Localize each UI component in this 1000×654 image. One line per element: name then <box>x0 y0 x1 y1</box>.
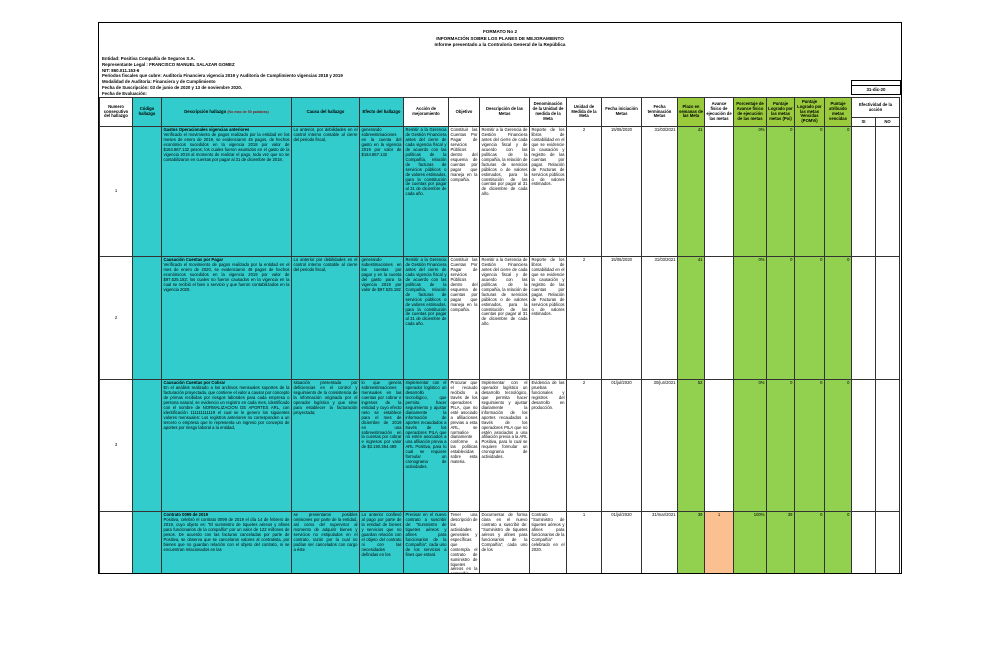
cell-denominacion: Evidencia de las pruebas funcionales y registros del desarrollo en producción. <box>530 380 567 512</box>
cell-numero: 3 <box>100 380 133 512</box>
cell-poi: 0 <box>767 380 795 512</box>
cell-denominacion: Reporte de los libros de contabilidad en el que se evidencie la causación y registro de las cuentas por pagar. Relación de Facturas de servicios públicos o de valores estimados. <box>530 127 567 257</box>
cell-pct: 100% <box>734 512 767 575</box>
entity-info-block <box>102 56 343 97</box>
hallazgo-title: Contrato 0099 de 2019 <box>163 512 208 517</box>
col-header-objetivo: Objetivo <box>449 98 480 127</box>
cell-denominacion: Contrato "Suministro de tiquetes aéreos y afines para funcionarios de la Compañía" celebrado en el 2020. <box>530 512 567 575</box>
cell-pomvi: 0 <box>795 127 825 257</box>
cell-descripcion <box>162 127 292 257</box>
cell-fecha-inicio: 15/06/2020 <box>602 127 642 257</box>
col-header-descripcion-label: Descripción hallazgo <box>184 108 227 114</box>
cell-pct: 0% <box>734 257 767 380</box>
col-header-denominacion: Denominación de la Unidad de medida de la Meta <box>530 98 567 127</box>
cell-codigo <box>133 512 162 575</box>
col-header-fecha-inicio: Fecha iniciación Metas <box>602 98 642 127</box>
col-header-accion: Acción de mejoramiento <box>404 98 449 127</box>
cell-efectividad-si <box>852 380 876 512</box>
cell-descripcion <box>162 257 292 380</box>
col-header-atrib: Puntaje atribuido metas vencidas <box>825 98 852 127</box>
col-header-descripcion-note: (No mas de 50 palabras) <box>227 109 269 114</box>
report-date: 31-dic-20 <box>866 87 886 92</box>
cell-fecha-fin: 31/mar/2021 <box>642 512 678 575</box>
cell-avance <box>705 257 734 380</box>
cell-codigo <box>133 380 162 512</box>
cell-fecha-fin: 31/03/2021 <box>642 127 678 257</box>
cell-objetivo: Procurar que el recaudo recibido a través de los operadores PILA, que no esté asociado a afiliaciones previas a esta ARL, se normalice diariamente conforme a las políticas establecidas sobre esta materia. <box>449 380 480 512</box>
cell-codigo <box>133 127 162 257</box>
info-modalidad: Modalidad de Auditoría: Financiera y de Cumplimiento <box>102 79 216 85</box>
cell-efectividad-si <box>852 127 876 257</box>
hallazgo-body: Positiva, celebró el contrato 0099 de 2019 el día 14 de febrero de 2019, cuyo objeto es: "El suministro de tiquetes aéreos y afines para funcionarios de la compañía" por un valor de 122 millones de pesos. De acuerdo con las facturas canceladas por parte de Positiva, se observa que se cancelaron valores al contratista, por bienes que no guardan relación con el objeto del contrato, ni se encuentran relacionados en las <box>163 516 290 552</box>
col-header-causa: Causa del hallazgo <box>292 98 360 127</box>
cell-atrib: 0 <box>825 127 852 257</box>
cell-avance <box>705 127 734 257</box>
cell-pct: 0% <box>734 127 767 257</box>
col-header-fecha-fin: Fecha terminación Metas <box>642 98 678 127</box>
cell-fecha-inicio: 01/jul/2020 <box>602 512 642 575</box>
cell-objetivo: Constituir las Cuentas Por Pagar de servicios Públicos dentro del esquema de cuentas por pagar que maneja en la compañía. <box>449 127 480 257</box>
cell-pct: 0% <box>734 380 767 512</box>
cell-efecto: generando sobreestimaciones en la cuenta del gasto en la vigencia 2019 por valor de $164.867.132 <box>360 127 404 257</box>
cell-avance <box>705 380 734 512</box>
form-subtitle: Informe presentado a la Contraloría General de la República <box>434 42 566 48</box>
improvement-plan-form <box>98 22 902 574</box>
cell-causa: Lo anterior, por debilidades en el control interno contable al cierre del periodo fiscal, <box>292 127 360 257</box>
cell-numero <box>100 512 133 575</box>
cell-unidad: 2 <box>567 380 602 512</box>
cell-accion: Remitir a la Gerencia de Gestión Financiera antes del cierre de cada vigencia fiscal y de acuerdo con las políticas de la Compañía, relación de facturas de servicios públicos o de valores estimados, para la constitución de cuentas por pagar al 31 de diciembre de cada año. <box>404 257 449 380</box>
cell-unidad: 2 <box>567 127 602 257</box>
hallazgo-body: Verificado el movimiento de pagos realizado por la entidad en el mes de enero de 2020, se evidenciaron 49 pagos de hechos económicos sucedidos en la vigencia 2019 por valor de $97.525.182; los cuales no fueron causados en la vigencia en la cual se recibió el bien o servicio y que fueron contabilizados en la vigencia 2020. <box>163 261 290 292</box>
hallazgo-body: Verificado el movimiento de pagos realizado por la entidad en los meses de enero de 2019, se evidenciaron 45 pagos, de hechos económicos sucedidos en la vigencia 2018 por valor de $164.867.132 pesos; los cuales fueron asumidos en el gasto de la vigencia 2019 al momento de realizar el pago, toda vez que no se contabilizaron en cuentas por pagar al 31 de diciembre de 2018. <box>163 131 290 162</box>
col-header-no: NO <box>876 118 900 127</box>
col-header-poi: Puntaje Logrado por las metas metas (Poi) <box>767 98 795 127</box>
table-row <box>100 127 900 257</box>
cell-atrib: 0 <box>825 512 852 575</box>
cell-poi: 39 <box>767 512 795 575</box>
info-periodos: Períodos fiscales que cubre: Auditoría Financiera vigencia 2019 y Auditoría de Cumplimiento vigencias 2018 y 2019 <box>102 73 343 79</box>
cell-unidad: 1 <box>567 512 602 575</box>
cell-causa: se presentaron posibles omisiones por parte de la entidad, así como del supervisor al momento de adquirir bienes y servicios no estipulados en el contrato, razón por la cual no podían ser cancelados con cargo a éste <box>292 512 360 575</box>
cell-numero: 2 <box>100 257 133 380</box>
cell-poi: 0 <box>767 127 795 257</box>
cell-plazo: 41 <box>678 257 705 380</box>
cell-pomvi: 0 <box>795 512 825 575</box>
table-row <box>100 512 900 575</box>
cell-efecto: generando subestimaciones en las cuentas por pagar y en la cuenta del gasto para la vigencia 2019 por valor de $97.525.182 <box>360 257 404 380</box>
col-header-avance: Avance físico de ejecución de las metas <box>705 98 734 127</box>
cell-meta: Implementar con el operador logístico un desarrollo tecnológico, que permita hacer seguimiento y ajustar diariamente la información de los aportes recaudados a través de los operadores PILA que no estén asociados a una afiliación previa a la ARL Positiva, para lo cual se requiere formular un cronograma de actividades. <box>480 380 530 512</box>
cell-efectividad-no <box>876 127 900 257</box>
improvement-plan-table <box>99 97 900 574</box>
cell-fecha-fin: 30/jun/2021 <box>642 380 678 512</box>
cell-atrib: 0 <box>825 257 852 380</box>
col-header-pct: Porcentaje de Avance físico de ejecución de las metas <box>734 98 767 127</box>
cell-poi: 0 <box>767 257 795 380</box>
cell-unidad: 2 <box>567 257 602 380</box>
form-title-block <box>99 29 901 49</box>
col-header-unidad: Unidad de Medida de la Meta <box>567 98 602 127</box>
cell-causa: Lo anterior por debilidades en el control interno contable al cierre del periodo fiscal, <box>292 257 360 380</box>
cell-accion: Remitir a la Gerencia de Gestión Financiera antes del cierre de cada vigencia fiscal y de acuerdo con las políticas de la Compañía, relación de facturas de servicios públicos o de valores estimados, para la constitución de cuentas por pagar al 31 de diciembre de cada año. <box>404 127 449 257</box>
col-header-plazo: Plazo en semanas de las Meta <box>678 98 705 127</box>
col-header-numero: Numero consecutivo del hallazgo <box>100 98 133 127</box>
cell-plazo: 39 <box>678 512 705 575</box>
col-header-codigo: Código hallazgo <box>133 98 162 127</box>
form-name: INFORMACIÓN SOBRE LOS PLANES DE MEJORAMIENTO <box>436 35 564 41</box>
col-header-pomvi: Puntaje Logrado por las metas Vencidas (POMVi) <box>795 98 825 127</box>
col-header-descripcion <box>162 98 292 127</box>
cell-objetivo: Tener una descripción de las actividades generales y específicas que contempla el contrato de suministro de tiquetes aéreos en la compañía. <box>449 512 480 575</box>
cell-avance: 1 <box>705 512 734 575</box>
cell-efectividad-si <box>852 257 876 380</box>
cell-descripcion <box>162 512 292 575</box>
cell-pomvi: 0 <box>795 257 825 380</box>
cell-meta: Remitir a la Gerencia de Gestión Financiera antes del cierre de cada vigencia fiscal y de acuerdo con las políticas de la compañía, la relación de facturas de servicios públicos o de valores estimados, para la constitución de las cuentas por pagar al 31 de diciembre de cada año. <box>480 127 530 257</box>
cell-accion: Precisar en el nuevo contrato a suscribir de: "Suministro de tiquetes aéreos y afines para funcionarios de la Compañía", cada uno de los servicios a fines que estará <box>404 512 449 575</box>
cell-fecha-fin: 31/03/2021 <box>642 257 678 380</box>
cell-efecto: lo que genera sobreestimaciones mensuales en las cuentas por cobrar e ingresos de la entidad y cuyo efecto neto se establece para el mes de diciembre de 2019 en una sobreestimación en la cuentas por cobrar e ingresos por valor de $3.190.384.489 <box>360 380 404 512</box>
cell-pomvi: 0 <box>795 380 825 512</box>
hallazgo-body: En el análisis realizado a los archivos mensuales soportes de la facturación proyectada, que contiene el valor a causar por concepto de primas recibidas por riesgos laborales para cada empresa o persona natural, se evidencio un registro en cada mes, identificado con el nombre de NORMALIZACION DE APORTES ARL, con identificación 111111111119 el cual se le genero los siguientes valores mensuales: Los registros anteriores no corresponden a un tercero o empresa que le representa un ingreso por concepto de aportes por riesgo laboral a la entidad, <box>163 384 290 430</box>
cell-meta: Remitir a la Gerencia de Gestión Financiera antes del cierre de cada vigencia fiscal y de acuerdo con las políticas de la compañía, la relación de facturas de servicios públicos o de valores estimados, para la constitución de las cuentas por pagar al 31 de diciembre de cada año. <box>480 257 530 380</box>
cell-meta: Documentar de forma clara en el nuevo contrato a suscribir de: "Suministro de tiquetes aéreos y afines para funcionarios de la Compañía", cada uno de los <box>480 512 530 575</box>
info-entidad: Entidad: Positiva Compañía de Seguros S.A. <box>102 56 195 61</box>
cell-objetivo: Constituir las Cuentas Por Pagar de servicios Públicos dentro del esquema de cuentas por pagar que maneja en la compañía. <box>449 257 480 380</box>
cell-causa: situación presentada por deficiencias en el control y seguimiento de la consistencia de la información originada por el operador logístico y que sirve para establecer la facturación proyectada; <box>292 380 360 512</box>
cell-fecha-inicio: 01/jul/2020 <box>602 380 642 512</box>
cell-efectividad-no <box>876 257 900 380</box>
hallazgo-title: Causación Cuentas por Cobrar <box>163 380 226 385</box>
cell-atrib: 0 <box>825 380 852 512</box>
cell-denominacion: Reporte de los libros de contabilidad en el que se evidencie la causación y registro de las cuentas por pagar. Relación de Facturas de servicios públicos o de valores estimados. <box>530 257 567 380</box>
cell-accion: Implementar con el operador logístico un desarrollo tecnológico, que permita hacer seguimiento y ajustar diariamente la información de aportes recaudados a través de los operadores PILA que no estén asociados a una afiliación previa a ARL Positiva, para lo cual se requiere formular un cronograma de actividades. <box>404 380 449 512</box>
table-row <box>100 380 900 512</box>
cell-descripcion <box>162 380 292 512</box>
hallazgo-title: Causación Cuentas por Pagar <box>163 257 224 262</box>
hallazgo-title: Gastos Operacionales vigencias anteriores <box>163 127 250 132</box>
cell-efectividad-no <box>876 380 900 512</box>
col-header-efectividad: Efectividad de la acción <box>852 98 900 118</box>
info-fecha-evaluacion: Fecha de Evaluación: <box>102 90 147 96</box>
col-header-si: SI <box>852 118 876 127</box>
info-representante: Representante Legal : FRANCISCO MANUEL SALAZAR GOMEZ <box>102 61 235 67</box>
cell-plazo: 52 <box>678 380 705 512</box>
form-number: FORMATO No 2 <box>482 29 518 34</box>
cell-efectividad-no <box>876 512 900 575</box>
info-fecha-suscripcion: Fecha de Suscripción: 03 de junio de 2020 y 13 de noviembre 2020. <box>102 85 243 91</box>
cell-codigo <box>133 257 162 380</box>
cell-numero: 1 <box>100 127 133 257</box>
cell-efecto: Lo anterior conllevó al pago por parte de la entidad de bienes y servicios que no guardan relación con el objeto del contrato ni con las necesidades definidas en los <box>360 512 404 575</box>
cell-efectividad-si <box>852 512 876 575</box>
cell-fecha-inicio: 15/06/2020 <box>602 257 642 380</box>
info-nit: NIT: 860.011.153-6 <box>102 67 140 73</box>
report-date-box <box>851 80 901 95</box>
table-row <box>100 257 900 380</box>
col-header-meta-desc: Descripción de las Metas <box>480 98 530 127</box>
cell-plazo: 41 <box>678 127 705 257</box>
col-header-efecto: Efecto del hallazgo <box>360 98 404 127</box>
